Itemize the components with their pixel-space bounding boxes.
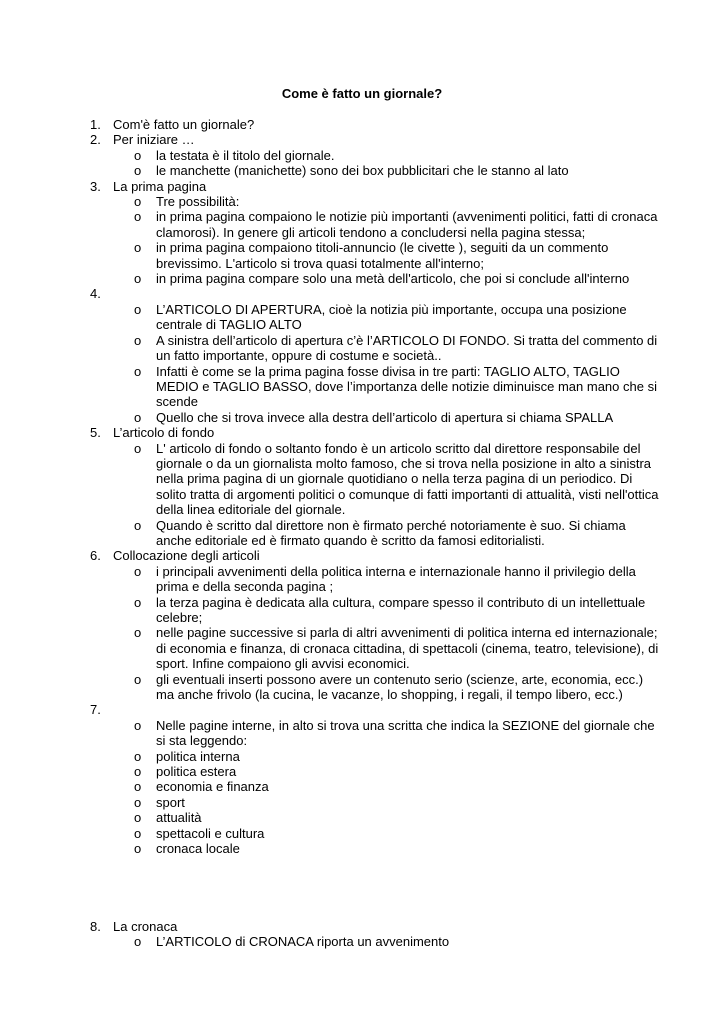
sub-item-text: spettacoli e cultura bbox=[156, 825, 265, 841]
bullet-icon: o bbox=[134, 301, 142, 317]
item-label: La prima pagina bbox=[113, 178, 207, 194]
sub-item bbox=[90, 841, 662, 856]
bullet-icon: o bbox=[134, 563, 142, 579]
item-number: 7. bbox=[90, 702, 101, 718]
sub-item bbox=[90, 240, 662, 271]
item-number: 2. bbox=[90, 132, 101, 148]
item-label: Collocazione degli articoli bbox=[113, 548, 260, 564]
list-item bbox=[90, 117, 662, 132]
sub-item bbox=[90, 441, 662, 518]
sub-item-text: Quello che si trova invece alla destra dell’articolo di apertura si chiama SPALLA bbox=[156, 409, 614, 425]
sub-item bbox=[90, 163, 662, 178]
sub-item-text: in prima pagina compaiono le notizie più importanti (avvenimenti politici, fatti di cronaca clamorosi). In genere gli articoli tendono a concludersi nella pagina stessa; bbox=[156, 209, 658, 240]
bullet-icon: o bbox=[134, 363, 142, 379]
item-number: 5. bbox=[90, 425, 101, 441]
sub-item bbox=[90, 718, 662, 749]
item-label: L’articolo di fondo bbox=[113, 425, 215, 441]
sub-item bbox=[90, 672, 662, 703]
item-label: Per iniziare … bbox=[113, 132, 195, 148]
list-item bbox=[90, 132, 662, 178]
sub-item-text: attualità bbox=[156, 810, 202, 826]
bullet-icon: o bbox=[134, 271, 142, 287]
sub-item-text: Nelle pagine interne, in alto si trova una scritta che indica la SEZIONE del giornale che si sta leggendo: bbox=[156, 717, 655, 749]
bullet-icon: o bbox=[134, 625, 142, 641]
sub-item-text: i principali avvenimenti della politica interna e internazionale hanno il privilegio della prima e della seconda pagina ; bbox=[156, 563, 636, 595]
sub-item-text: L' articolo di fondo o soltanto fondo è un articolo scritto dal direttore responsabile del giornale o da un giornalista molto famoso, che si trova nella posizione in alto a sinistra nella prima pagina di un giornale quotidiano o nella terza pagina di un periodico. Di solito tratta di argomenti politici o comunque di fatti importanti di attualità, visti nell'ottica della linea editoriale del giornale. bbox=[156, 440, 659, 518]
sub-item-text: L’ARTICOLO DI APERTURA, cioè la notizia più importante, occupa una posizione centrale di TAGLIO ALTO bbox=[156, 301, 627, 333]
sub-item-text: la terza pagina è dedicata alla cultura, compare spesso il contributo di un intellettuale celebre; bbox=[156, 594, 646, 625]
sub-item-text: la testata è il titolo del giornale. bbox=[156, 147, 335, 163]
item-number: 1. bbox=[90, 117, 101, 132]
sub-item bbox=[90, 410, 662, 425]
bullet-icon: o bbox=[134, 748, 142, 764]
sub-item bbox=[90, 333, 662, 364]
item-number: 8. bbox=[90, 918, 101, 934]
list-item bbox=[90, 548, 662, 702]
outline-list bbox=[90, 117, 662, 949]
bullet-icon: o bbox=[134, 825, 142, 841]
sub-item bbox=[90, 564, 662, 595]
sub-item-text: Tre possibilità: bbox=[156, 194, 240, 210]
sub-item bbox=[90, 826, 662, 841]
list-item bbox=[90, 919, 662, 950]
bullet-icon: o bbox=[134, 194, 142, 210]
bullet-icon: o bbox=[134, 810, 142, 826]
sub-item bbox=[90, 595, 662, 626]
sub-item-text: in prima pagina compaiono titoli-annuncio (le civette ), seguiti da un commento brevissimo. L'articolo si trova quasi totalmente all'interno; bbox=[156, 240, 609, 271]
sub-item-text: politica interna bbox=[156, 748, 240, 764]
bullet-icon: o bbox=[134, 517, 142, 533]
bullet-icon: o bbox=[134, 794, 142, 810]
sub-item bbox=[90, 795, 662, 810]
sub-item-text: in prima pagina compare solo una metà dell'articolo, che poi si conclude all'interno bbox=[156, 271, 630, 287]
sub-item bbox=[90, 764, 662, 779]
sub-item bbox=[90, 148, 662, 163]
sub-item bbox=[90, 934, 662, 949]
sub-item bbox=[90, 271, 662, 286]
sub-item bbox=[90, 779, 662, 794]
bullet-icon: o bbox=[134, 147, 142, 163]
sub-item-text: L’ARTICOLO di CRONACA riporta un avvenimento bbox=[156, 933, 450, 949]
bullet-icon: o bbox=[134, 163, 142, 179]
list-item bbox=[90, 286, 662, 425]
bullet-icon: o bbox=[134, 717, 142, 733]
sub-item bbox=[90, 749, 662, 764]
list-item bbox=[90, 179, 662, 287]
sub-item bbox=[90, 364, 662, 410]
bullet-icon: o bbox=[134, 594, 142, 610]
sub-item bbox=[90, 810, 662, 825]
item-number: 3. bbox=[90, 178, 101, 194]
sub-item bbox=[90, 209, 662, 240]
sub-item bbox=[90, 518, 662, 549]
sub-item-text: politica estera bbox=[156, 764, 237, 780]
bullet-icon: o bbox=[134, 332, 142, 348]
item-label: La cronaca bbox=[113, 918, 178, 934]
sub-item bbox=[90, 194, 662, 209]
sub-item bbox=[90, 625, 662, 671]
item-number: 4. bbox=[90, 286, 101, 302]
bullet-icon: o bbox=[134, 933, 142, 949]
bullet-icon: o bbox=[134, 779, 142, 795]
item-number: 6. bbox=[90, 548, 101, 564]
sub-item-text: gli eventuali inserti possono avere un contenuto serio (scienze, arte, economia, ecc.) ma anche frivolo (la cucina, le vacanze, lo shopping, i regali, il tempo libero, ecc.) bbox=[156, 671, 644, 703]
bullet-icon: o bbox=[134, 764, 142, 780]
sub-item-text: cronaca locale bbox=[156, 841, 240, 857]
bullet-icon: o bbox=[134, 240, 142, 256]
bullet-icon: o bbox=[134, 671, 142, 687]
sub-item-text: sport bbox=[156, 794, 185, 810]
sub-item-text: le manchette (manichette) sono dei box pubblicitari che le stanno al lato bbox=[156, 163, 569, 179]
item-label: Com'è fatto un giornale? bbox=[113, 117, 255, 132]
bullet-icon: o bbox=[134, 440, 142, 456]
bullet-icon: o bbox=[134, 841, 142, 857]
sub-item-text: Quando è scritto dal direttore non è firmato perché notoriamente è suo. Si chiama anche editoriale ed è firmato quando è scritto da famosi editorialisti. bbox=[156, 517, 626, 548]
sub-item-text: Infatti è come se la prima pagina fosse divisa in tre parti: TAGLIO ALTO, TAGLIO MEDIO e TAGLIO BASSO, dove l’importanza delle notizie diminuisce man mano che si scende bbox=[156, 363, 657, 410]
sub-item bbox=[90, 302, 662, 333]
list-item bbox=[90, 702, 662, 856]
list-item bbox=[90, 425, 662, 548]
sub-item-text: nelle pagine successive si parla di altri avvenimenti di politica interna ed internazionale; di economia e finanza, di cronaca cittadina, di spettacoli (cinema, teatro, televisione), di sport. Infine compaiono gli avvisi economici. bbox=[156, 625, 659, 672]
sub-item-text: economia e finanza bbox=[156, 779, 269, 795]
bullet-icon: o bbox=[134, 209, 142, 225]
section-spacer bbox=[90, 857, 662, 919]
bullet-icon: o bbox=[134, 409, 142, 425]
sub-item-text: A sinistra dell’articolo di apertura c’è l’ARTICOLO DI FONDO. Si tratta del commento di un fatto importante, oppure di costume e società.. bbox=[156, 332, 658, 364]
document-title: Come è fatto un giornale? bbox=[281, 86, 443, 101]
